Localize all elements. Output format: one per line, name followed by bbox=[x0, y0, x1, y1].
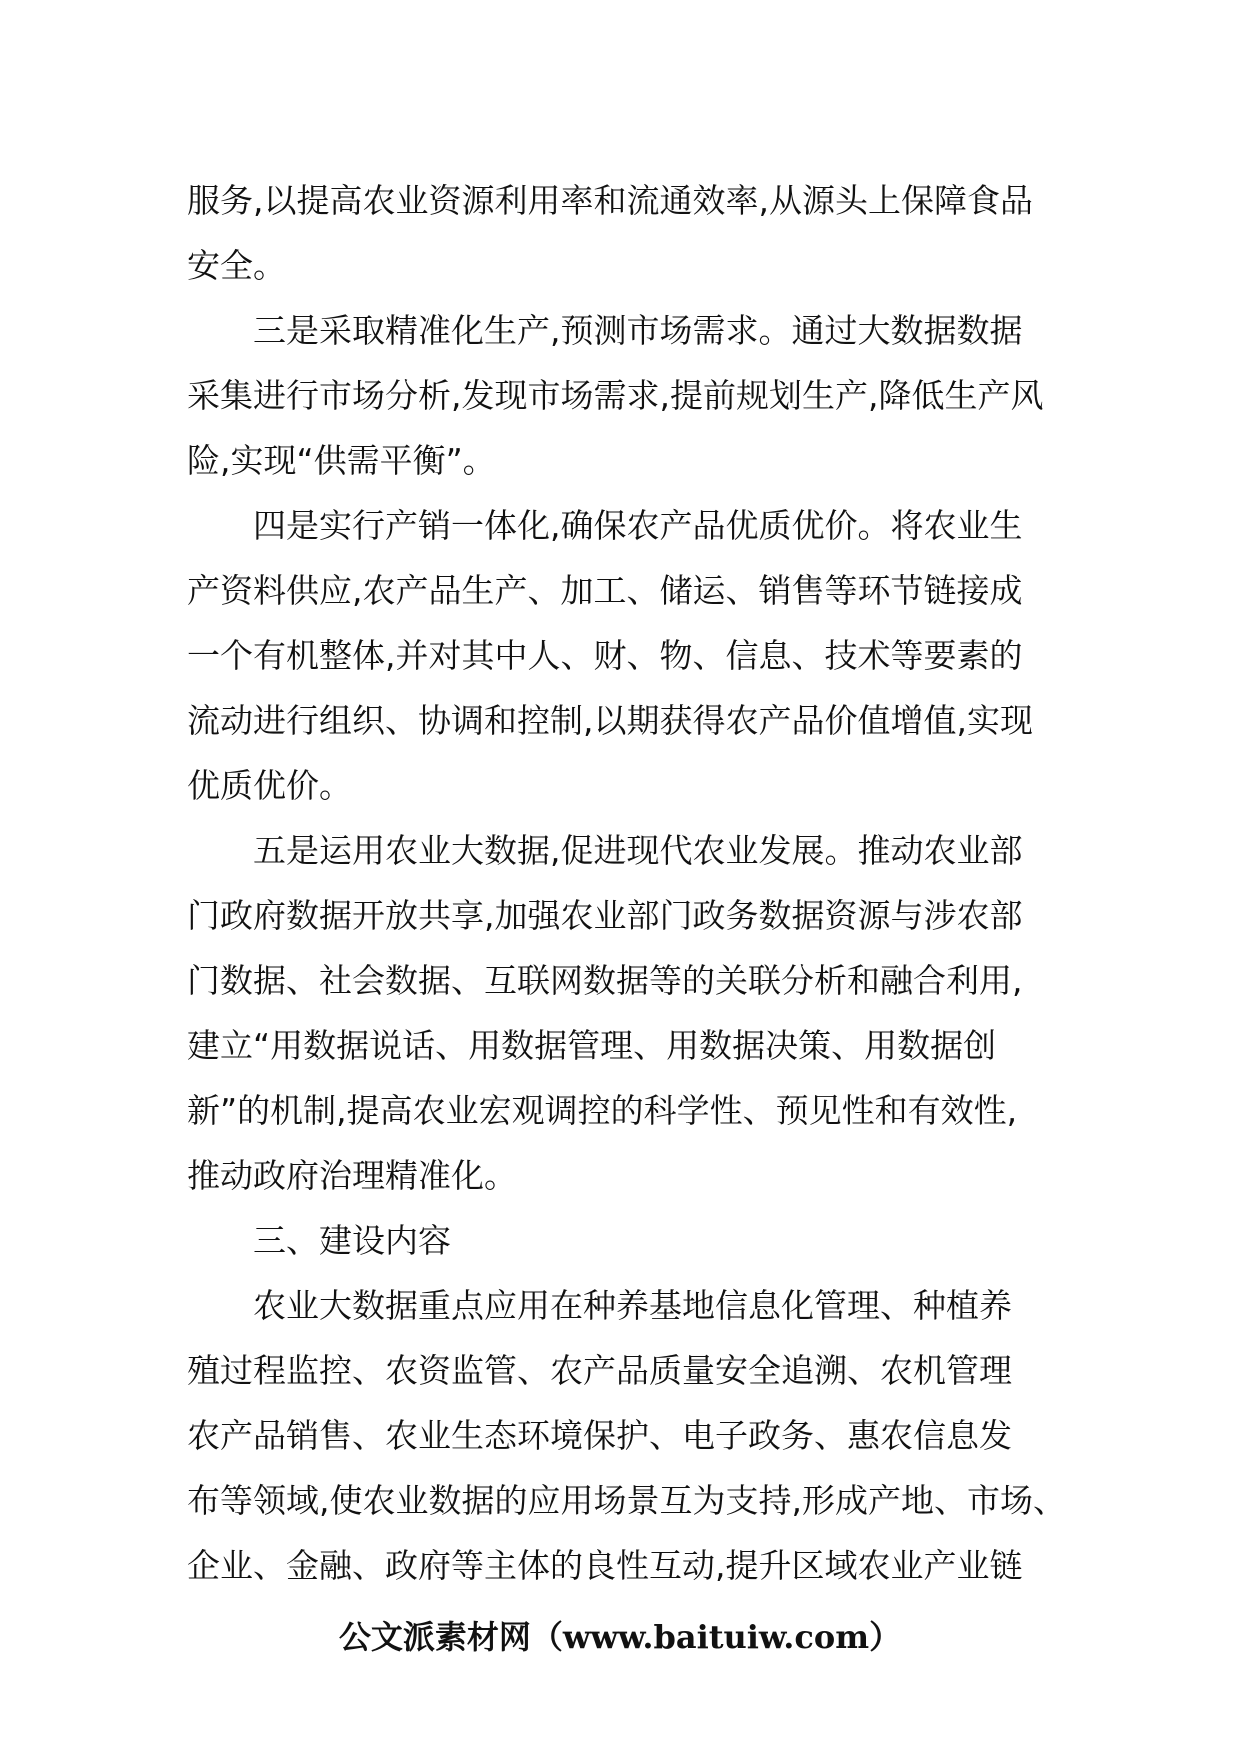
text-line: 安全。 bbox=[187, 246, 286, 285]
text-line: 优质优价。 bbox=[187, 766, 352, 805]
text-line: 采集进行市场分析,发现市场需求,提前规划生产,降低生产风 bbox=[187, 376, 1044, 415]
text-line: 农业大数据重点应用在种养基地信息化管理、种植养 bbox=[253, 1286, 1012, 1325]
text-line: 五是运用农业大数据,促进现代农业发展。推动农业部 bbox=[253, 831, 1023, 870]
text-line: 推动政府治理精准化。 bbox=[187, 1156, 517, 1195]
text-line: 建立“用数据说话、用数据管理、用数据决策、用数据创 bbox=[187, 1026, 997, 1065]
text-line: 布等领域,使农业数据的应用场景互为支持,形成产地、市场、 bbox=[187, 1481, 1066, 1520]
text-line: 险,实现“供需平衡”。 bbox=[187, 441, 496, 480]
text-line: 殖过程监控、农资监管、农产品质量安全追溯、农机管理 bbox=[187, 1351, 1012, 1390]
text-line: 四是实行产销一体化,确保农产品优质优价。将农业生 bbox=[253, 506, 1023, 545]
text-line: 产资料供应,农产品生产、加工、储运、销售等环节链接成 bbox=[187, 571, 1023, 610]
footer-watermark: 公文派素材网（www.baituiw.com） bbox=[338, 1618, 902, 1656]
text-line: 一个有机整体,并对其中人、财、物、信息、技术等要素的 bbox=[187, 636, 1023, 675]
text-line: 农产品销售、农业生态环境保护、电子政务、惠农信息发 bbox=[187, 1416, 1012, 1455]
text-line: 门政府数据开放共享,加强农业部门政务数据资源与涉农部 bbox=[187, 896, 1023, 935]
text-line: 三是采取精准化生产,预测市场需求。通过大数据数据 bbox=[253, 311, 1023, 350]
section-heading: 三、建设内容 bbox=[253, 1221, 451, 1260]
text-line: 流动进行组织、协调和控制,以期获得农产品价值增值,实现 bbox=[187, 701, 1033, 740]
body-text bbox=[187, 168, 1066, 1598]
text-line: 门数据、社会数据、互联网数据等的关联分析和融合利用, bbox=[187, 961, 1023, 1000]
text-line: 企业、金融、政府等主体的良性互动,提升区域农业产业链 bbox=[187, 1546, 1023, 1585]
text-line: 服务,以提高农业资源利用率和流通效率,从源头上保障食品 bbox=[187, 181, 1033, 220]
text-line: 新”的机制,提高农业宏观调控的科学性、预见性和有效性, bbox=[187, 1091, 1018, 1130]
